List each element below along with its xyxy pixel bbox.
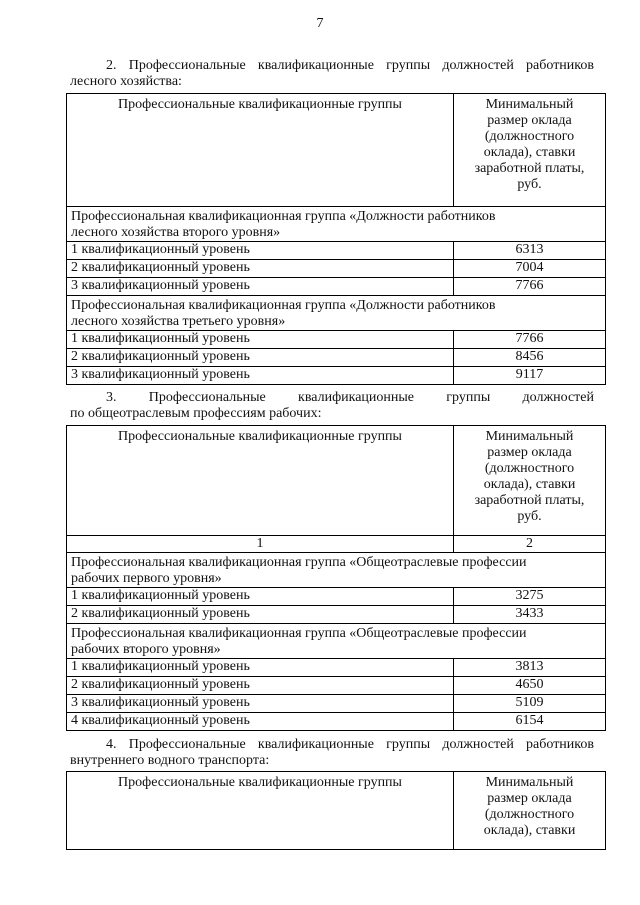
group-title: Профессиональная квалификационная группа «Должности работников лесного хозяйства третьего уровня» — [67, 296, 606, 331]
salary-cell: 7766 — [454, 331, 606, 349]
level-cell: 2 квалификационный уровень — [67, 260, 454, 278]
column-number: 1 — [67, 536, 454, 553]
salary-cell: 7766 — [454, 278, 606, 296]
page-number: 7 — [316, 16, 324, 31]
section-2-heading-line2: лесного хозяйства: — [70, 74, 182, 89]
column-number: 2 — [454, 536, 606, 553]
level-cell: 1 квалификационный уровень — [67, 242, 454, 260]
table-water-transport — [66, 771, 606, 850]
salary-cell: 7004 — [454, 260, 606, 278]
level-cell: 1 квалификационный уровень — [67, 588, 454, 606]
section-3-heading-line2: по общеотраслевым профессиям рабочих: — [70, 406, 322, 421]
level-cell: 2 квалификационный уровень — [67, 349, 454, 367]
group-title: Профессиональная квалификационная группа «Должности работников лесного хозяйства второго уровня» — [67, 207, 606, 242]
table-row — [67, 349, 606, 367]
table-row — [67, 659, 606, 677]
table-row — [67, 606, 606, 624]
table-header-groups: Профессиональные квалификационные группы — [67, 94, 454, 207]
level-cell: 3 квалификационный уровень — [67, 278, 454, 296]
level-cell: 3 квалификационный уровень — [67, 695, 454, 713]
table-row — [67, 278, 606, 296]
group-title: Профессиональная квалификационная группа «Общеотраслевые профессии рабочих второго уровня» — [67, 624, 606, 659]
table-row — [67, 588, 606, 606]
salary-cell: 8456 — [454, 349, 606, 367]
salary-cell: 3275 — [454, 588, 606, 606]
table-header-salary: Минимальный размер оклада (должностного оклада), ставки — [454, 772, 606, 850]
section-4-heading — [70, 737, 594, 769]
table-header-salary: Минимальный размер оклада (должностного оклада), ставки заработной платы, руб. — [454, 426, 606, 536]
section-2-heading-line1: 2. Профессиональные квалификационные группы должностей работников — [106, 58, 594, 73]
table-header-groups: Профессиональные квалификационные группы — [67, 772, 454, 850]
level-cell: 2 квалификационный уровень — [67, 677, 454, 695]
level-cell: 1 квалификационный уровень — [67, 659, 454, 677]
column-number-row — [67, 536, 606, 553]
section-3-heading-line1: 3. Профессиональные квалификационные группы должностей — [106, 390, 594, 405]
level-cell: 1 квалификационный уровень — [67, 331, 454, 349]
table-row — [67, 713, 606, 731]
salary-cell: 4650 — [454, 677, 606, 695]
salary-cell: 9117 — [454, 367, 606, 385]
level-cell: 3 квалификационный уровень — [67, 367, 454, 385]
level-cell: 2 квалификационный уровень — [67, 606, 454, 624]
table-row — [67, 367, 606, 385]
section-2-heading — [70, 58, 594, 90]
section-3-heading — [70, 390, 594, 422]
salary-cell: 3433 — [454, 606, 606, 624]
salary-cell: 6313 — [454, 242, 606, 260]
table-workers — [66, 425, 606, 731]
table-header-salary: Минимальный размер оклада (должностного оклада), ставки заработной платы, руб. — [454, 94, 606, 207]
salary-cell: 6154 — [454, 713, 606, 731]
salary-cell: 5109 — [454, 695, 606, 713]
salary-cell: 3813 — [454, 659, 606, 677]
level-cell: 4 квалификационный уровень — [67, 713, 454, 731]
section-4-heading-line1: 4. Профессиональные квалификационные группы должностей работников — [106, 737, 594, 752]
table-row — [67, 242, 606, 260]
section-4-heading-line2: внутреннего водного транспорта: — [70, 753, 270, 768]
table-row — [67, 695, 606, 713]
table-row — [67, 677, 606, 695]
table-row — [67, 331, 606, 349]
group-title: Профессиональная квалификационная группа «Общеотраслевые профессии рабочих первого уровня» — [67, 553, 606, 588]
table-header-groups: Профессиональные квалификационные группы — [67, 426, 454, 536]
table-forestry — [66, 93, 606, 385]
table-row — [67, 260, 606, 278]
